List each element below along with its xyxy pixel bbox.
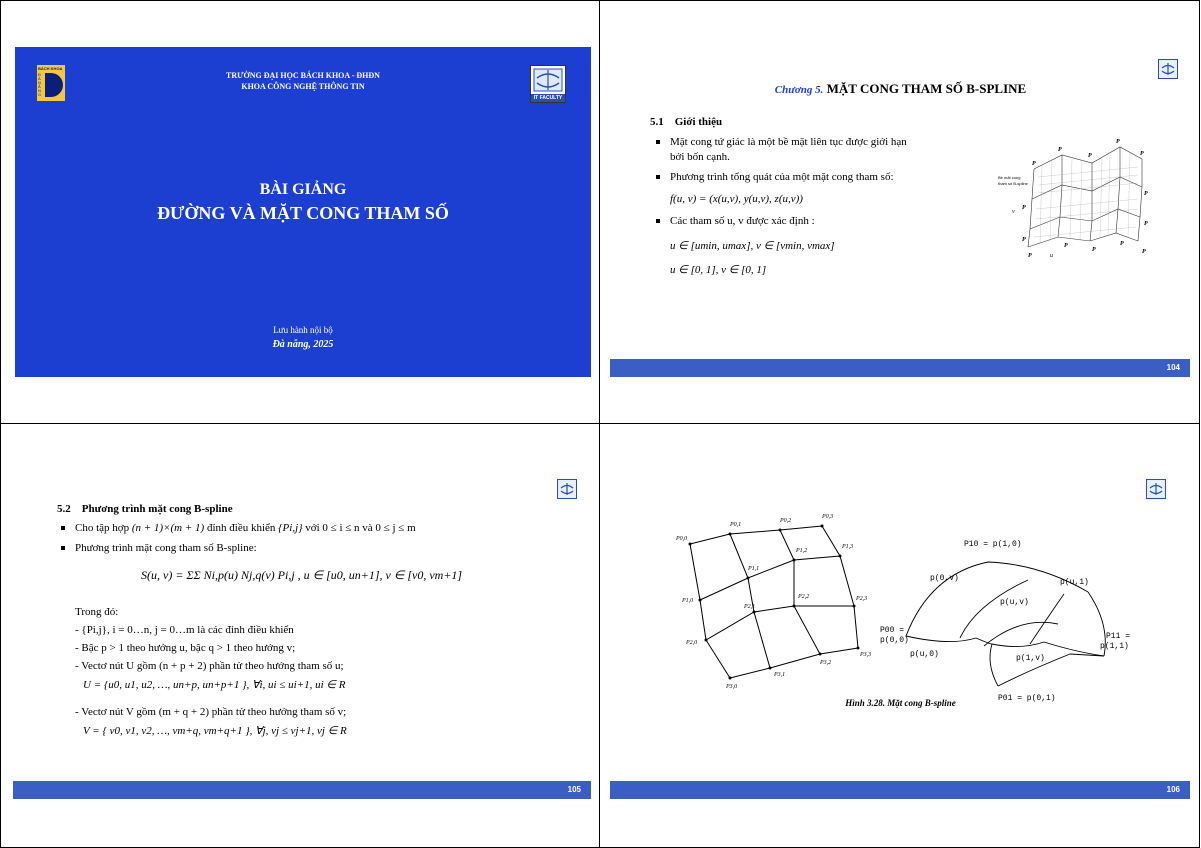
cover-background <box>15 47 591 377</box>
it-logo-caption: IT FACULTY <box>531 94 565 102</box>
svg-text:v: v <box>1012 209 1015 215</box>
figure-caption: Hình 3.28. Mặt cong B-spline <box>845 698 956 708</box>
surface-point-label: p(u,0) <box>910 650 939 659</box>
svg-text:P: P <box>1028 253 1032 259</box>
surface-point-label: p(1,1) <box>1100 642 1129 651</box>
definition-3: - Vectơ nút U gồm (n + p + 2) phần tử theo hướng tham số u; <box>75 660 344 672</box>
chapter-name: MẶT CONG THAM SỐ B-SPLINE <box>826 81 1027 96</box>
equation-2: u ∈ [umin, umax], v ∈ [vmin, vmax] <box>670 240 835 252</box>
chapter-prefix: Chương 5. <box>774 84 824 96</box>
lecture-subtitle: ĐƯỜNG VÀ MẶT CONG THAM SỐ <box>157 203 449 223</box>
it-logo-icon <box>531 66 565 94</box>
svg-text:P: P <box>1144 191 1148 197</box>
surface-figure <box>880 534 1150 704</box>
bullet-1-line2: bởi bốn cạnh. <box>670 151 730 163</box>
bullet-1 <box>656 135 996 165</box>
it-faculty-icon <box>557 479 577 499</box>
bullet-1: Cho tập hợp (n + 1)×(m + 1) đỉnh điều khiển {Pi,j} với 0 ≤ i ≤ n và 0 ≤ j ≤ m <box>61 522 416 534</box>
control-point-label: P1,0 <box>682 598 694 604</box>
control-point-label: P0,1 <box>730 522 742 528</box>
control-point-label: P0,2 <box>780 518 792 524</box>
svg-text:P: P <box>1022 205 1026 211</box>
section-heading <box>650 116 722 128</box>
svg-text:P: P <box>1088 153 1092 159</box>
surface-point-label: P11 = <box>1106 632 1131 641</box>
svg-text:P: P <box>1116 139 1120 145</box>
bullet-2: Phương trình mặt cong tham số B-spline: <box>61 542 257 554</box>
control-point-label: P2,0 <box>686 640 698 646</box>
figure-label: Bề mặt cong <box>998 175 1021 180</box>
control-point-label: P1,2 <box>796 548 808 554</box>
it-faculty-icon <box>1146 479 1166 499</box>
surface-point-label: p(0,0) <box>880 636 909 645</box>
place-date: Đà nẵng, 2025 <box>272 339 334 350</box>
svg-text:P: P <box>1140 151 1144 157</box>
surface-point-labels <box>880 540 1130 703</box>
control-point-label: P3,2 <box>820 660 832 666</box>
lecture-title: BÀI GIẢNG <box>259 181 347 198</box>
bspline-formula: S(u, v) = ΣΣ Ni,p(u) Nj,q(v) Pi,j , u ∈ [u0, un+1], v ∈ [v0, vm+1] <box>141 568 463 582</box>
svg-text:tham số B-spline: tham số B-spline <box>998 181 1028 186</box>
control-point-label: P2,2 <box>798 594 810 600</box>
section-number: 5.1 <box>650 116 664 128</box>
footer-bar <box>610 781 1190 799</box>
bullet-2-text: Phương trình tổng quát của một mặt cong tham số: <box>670 171 894 183</box>
surface-point-label: P10 = p(1,0) <box>964 540 1022 549</box>
control-point-label: P0,3 <box>822 514 834 520</box>
svg-text:P: P <box>1064 243 1068 249</box>
faculty-name: KHOA CÔNG NGHỆ THÔNG TIN <box>241 82 365 91</box>
bullet-3-text: Các tham số u, v được xác định : <box>670 215 815 227</box>
definition-3-formula: U = {u0, u1, u2, …, un+p, un+p+1 }, ∀i, ui ≤ ui+1, ui ∈ R <box>83 679 346 691</box>
surface-point-label: p(u,v) <box>1000 598 1029 607</box>
surface-point-label: p(1,v) <box>1016 654 1045 663</box>
logo-text: BÁCH KHOA <box>38 66 63 71</box>
footer-bar <box>610 359 1190 377</box>
bullet-3 <box>656 215 815 227</box>
section-heading <box>57 503 233 515</box>
svg-text:P: P <box>1058 147 1062 153</box>
control-point-label: P3,1 <box>774 672 786 678</box>
bullet-1-line1: Mặt cong tứ giác là một bề mặt liên tục được giới hạn <box>670 136 907 148</box>
section-title: Phương trình mặt cong B-spline <box>81 503 233 515</box>
page-number: 106 <box>1166 785 1180 794</box>
equation-3: u ∈ [0, 1], v ∈ [0, 1] <box>670 264 767 276</box>
university-name: TRƯỜNG ĐẠI HỌC BÁCH KHOA - ĐHĐN <box>226 71 380 80</box>
chapter-title <box>600 81 1201 97</box>
svg-text:P: P <box>1032 161 1036 167</box>
svg-text:P: P <box>1144 221 1148 227</box>
control-point-label: P0,0 <box>676 536 688 542</box>
definition-4: - Vectơ nút V gồm (m + q + 2) phần tử theo hướng tham số v; <box>75 706 347 718</box>
control-point-label: P3,0 <box>726 684 738 690</box>
svg-text:P: P <box>1022 237 1026 243</box>
footer-bar <box>13 781 591 799</box>
control-point-label: P2,3 <box>856 596 868 602</box>
slide-bspline-figure <box>599 423 1200 848</box>
internal-note: Lưu hành nội bộ <box>273 325 333 335</box>
logo-vertical-text: ĐÀ NẴNG <box>38 72 42 97</box>
control-point-label: P3,3 <box>860 652 872 658</box>
slide-introduction <box>599 0 1200 424</box>
bullet-2 <box>656 171 894 183</box>
equation-1: f(u, v) = (x(u,v), y(u,v), z(u,v)) <box>670 193 803 205</box>
control-point-label: P1,3 <box>842 544 854 550</box>
svg-text:P: P <box>1142 249 1146 255</box>
it-faculty-logo <box>530 65 566 103</box>
control-grid-figure <box>670 508 870 688</box>
section-title: Giới thiệu <box>674 116 723 128</box>
control-point-label: P2,1 <box>744 604 756 610</box>
control-point-label: P1,1 <box>748 566 760 572</box>
surface-point-label: P01 = p(0,1) <box>998 694 1056 703</box>
section-number: 5.2 <box>57 503 71 515</box>
svg-text:P: P <box>1120 241 1124 247</box>
surface-point-label: P00 = <box>880 626 905 635</box>
it-faculty-icon <box>1158 59 1178 79</box>
page-number: 104 <box>1166 363 1180 372</box>
slide-cover <box>0 0 600 424</box>
slide-bspline-equation <box>0 423 600 848</box>
where-label: Trong đó: <box>75 606 119 618</box>
svg-text:P: P <box>1092 247 1096 253</box>
definition-4-formula: V = { v0, v1, v2, …, vm+q, vm+q+1 }, ∀j, vj ≤ vj+1, vj ∈ R <box>83 725 347 737</box>
surface-patch-figure <box>992 129 1192 269</box>
definition-1: - {Pi,j}, i = 0…n, j = 0…m là các đỉnh điều khiển <box>75 624 294 636</box>
surface-point-label: p(u,1) <box>1060 578 1089 587</box>
page-number: 105 <box>567 785 581 794</box>
surface-point-label: p(0,v) <box>930 574 959 583</box>
definition-2: - Bậc p > 1 theo hướng u, bậc q > 1 theo hướng v; <box>75 642 296 654</box>
svg-text:u: u <box>1050 253 1053 259</box>
